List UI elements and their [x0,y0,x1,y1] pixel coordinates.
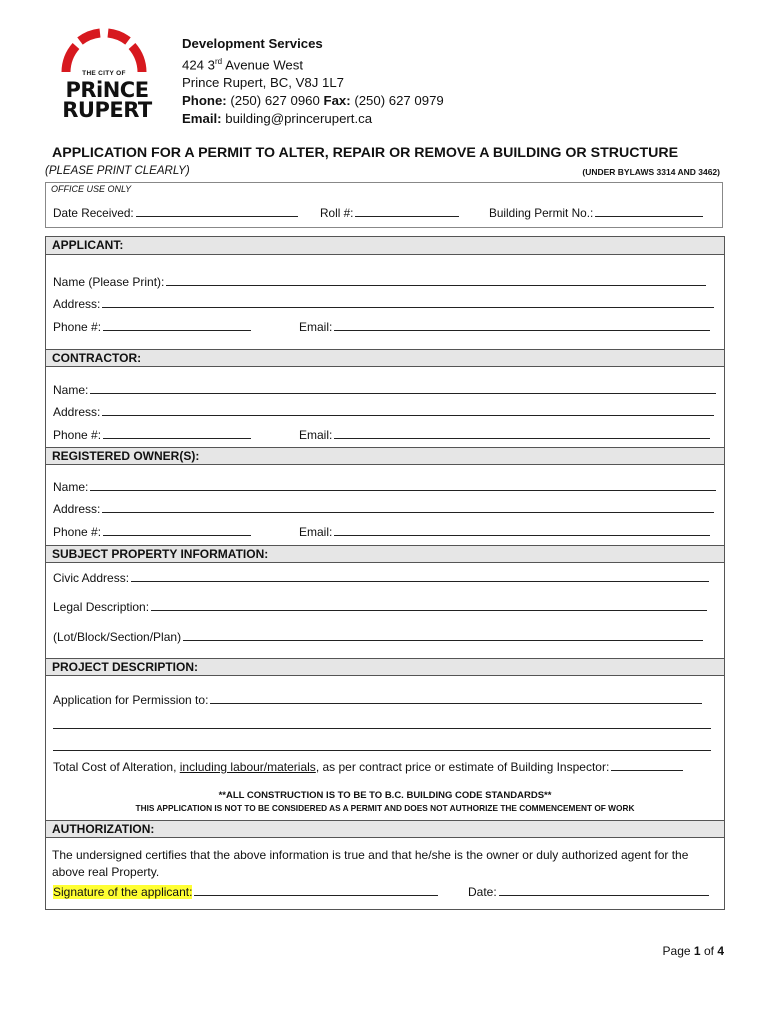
permit-number-field[interactable]: Building Permit No.: [489,205,703,220]
org-info [182,35,444,127]
authorization-section-header: AUTHORIZATION: [46,820,724,838]
bylaws-note: (UNDER BYLAWS 3314 AND 3462) [582,167,720,177]
contractor-address-field[interactable]: Address: [53,404,714,419]
not-a-permit-notice: THIS APPLICATION IS NOT TO BE CONSIDERED AS A PERMIT AND DOES NOT AUTHORIZE THE COMMENCEMENT OF WORK [135,803,635,813]
phone-fax-line: Phone: (250) 627 0960 Fax: (250) 627 0979 [182,92,444,108]
owner-email-field[interactable]: Email: [299,524,710,539]
civic-address-field[interactable]: Civic Address: [53,570,709,585]
logo-line2: RUPERT [62,98,152,122]
page-number: Page 1 of 4 [662,944,724,958]
contractor-email-field[interactable]: Email: [299,427,710,442]
date-field[interactable]: Date: [468,884,709,899]
construction-notice: **ALL CONSTRUCTION IS TO BE TO B.C. BUILDING CODE STANDARDS** [218,790,552,801]
authorization-statement: The undersigned certifies that the above information is true and that he/she is the owner or duly authorized agent for the above real Property. [52,848,689,879]
owner-name-field[interactable]: Name: [53,479,716,494]
property-section-header: SUBJECT PROPERTY INFORMATION: [46,545,724,563]
street-address: 424 3rd Avenue West [182,56,304,73]
contractor-section-header: CONTRACTOR: [46,349,724,367]
applicant-section-header: APPLICANT: [46,237,724,255]
applicant-name-field[interactable]: Name (Please Print): [53,274,706,289]
logo-line1: PRiNCE [65,78,149,102]
applicant-email-field[interactable]: Email: [299,319,710,334]
city-line: Prince Rupert, BC, V8J 1L7 [182,74,344,90]
owners-section-header: REGISTERED OWNER(S): [46,447,724,465]
legal-description-field[interactable]: Legal Description: [53,599,707,614]
form-subtitle: (PLEASE PRINT CLEARLY) [45,165,190,177]
contractor-name-field[interactable]: Name: [53,382,716,397]
signature-label: Signature of the applicant: [53,885,193,899]
date-received-field[interactable]: Date Received: [53,205,298,220]
total-cost-field[interactable]: Total Cost of Alteration, including labour/materials, as per contract price or estimate of Building Inspector: [53,759,683,774]
department-name: Development Services [182,36,323,51]
owner-address-field[interactable]: Address: [53,501,714,516]
office-use-header: OFFICE USE ONLY [51,184,132,194]
permission-field[interactable]: Application for Permission to: [53,692,702,707]
city-logo [52,28,162,122]
email-line: Email: building@princerupert.ca [182,110,373,126]
application-form [45,236,725,910]
form-title: APPLICATION FOR A PERMIT TO ALTER, REPAIR OR REMOVE A BUILDING OR STRUCTURE [52,145,679,161]
owner-phone-field[interactable]: Phone #: [53,524,251,539]
applicant-phone-field[interactable]: Phone #: [53,319,251,334]
logo-small-text: THE CITY OF [82,70,126,77]
signature-field[interactable] [53,884,438,899]
applicant-address-field[interactable]: Address: [53,296,714,311]
permission-continued-line-2[interactable] [53,739,711,754]
contractor-phone-field[interactable]: Phone #: [53,427,251,442]
office-use-box [45,182,723,228]
project-section-header: PROJECT DESCRIPTION: [46,658,724,676]
permission-continued-line-1[interactable] [53,717,711,732]
roll-field[interactable]: Roll #: [320,205,459,220]
lot-block-field[interactable]: (Lot/Block/Section/Plan) [53,629,703,644]
